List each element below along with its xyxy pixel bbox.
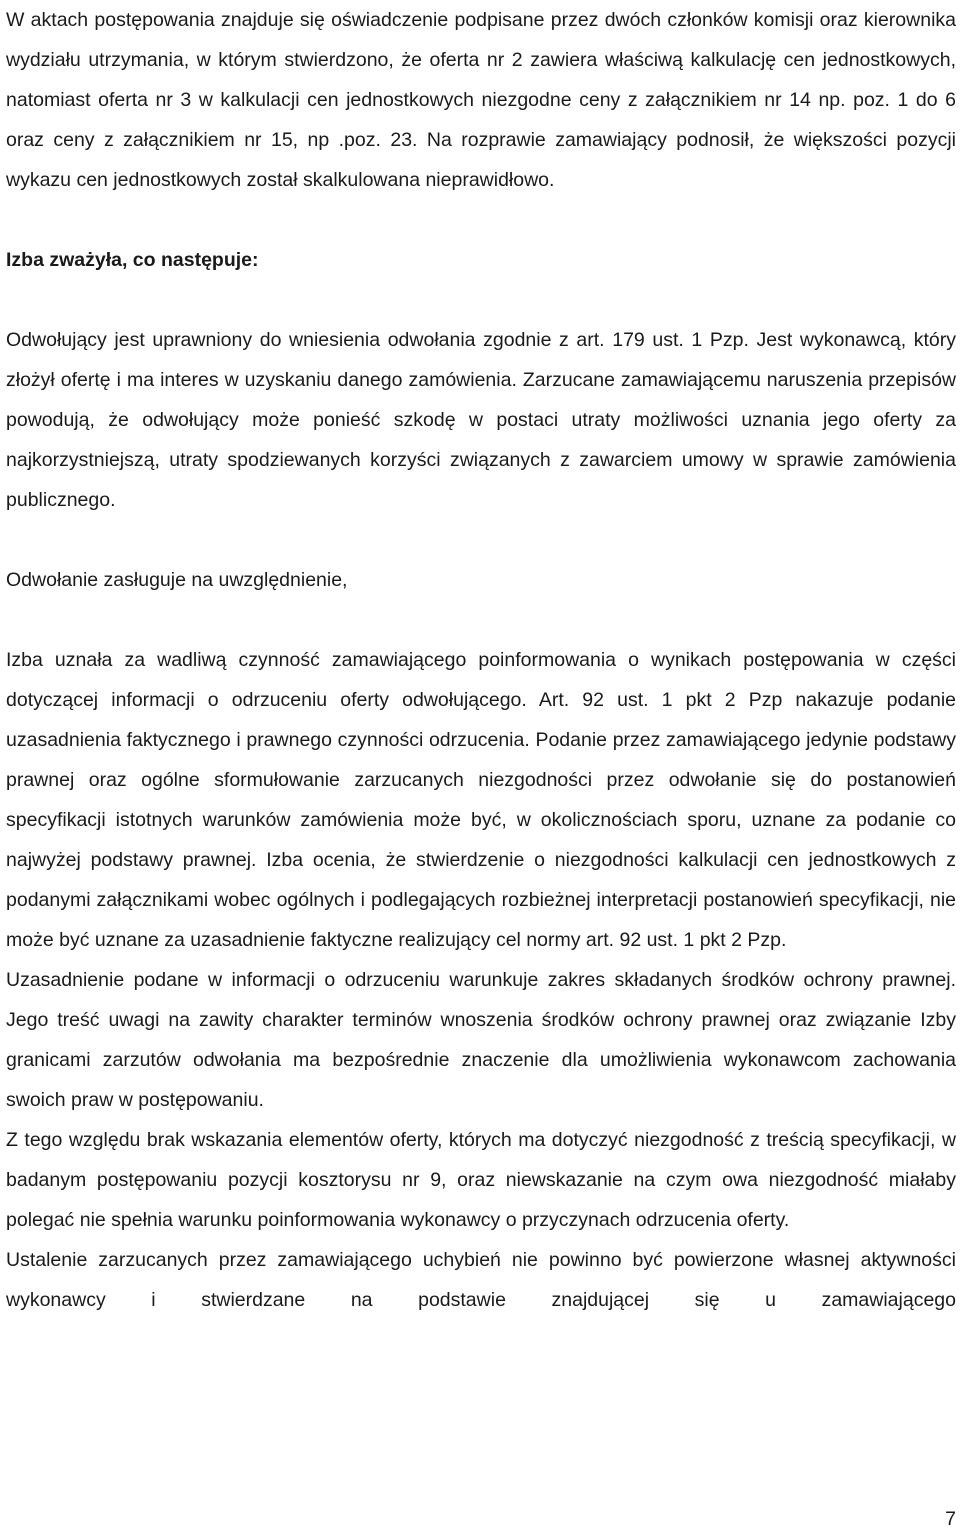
paragraph-standing: Odwołujący jest uprawniony do wniesienia odwołania zgodnie z art. 179 ust. 1 Pzp. Jest wykonawcą, który złożył ofertę i ma interes w uzyskaniu danego zamówienia. Zarzucane zamawiającemu naruszenia przepisów powodują, że odwołujący może ponieść szkodę w postaci utraty możliwości uznania jego oferty za najkorzystniejszą, utraty spodziewanych korzyści związanych z zawarciem umowy w sprawie zamówienia publicznego.: [6, 329, 956, 511]
paragraph-defective-notice: Izba uznała za wadliwą czynność zamawiającego poinformowania o wynikach postępowania w części dotyczącej informacji o odrzuceniu oferty odwołującego. Art. 92 ust. 1 pkt 2 Pzp nakazuje podanie uzasadnienia faktycznego i prawnego czynności odrzucenia. Podanie przez zamawiającego jedynie podstawy prawnej oraz ogólne sformułowanie zarzucanych niezgodności przez odwołanie się do postanowień specyfikacji istotnych warunków zamówienia może być, w okolicznościach sporu, uznane za podanie co najwyżej podstawy prawnej. Izba ocenia, że stwierdzenie o niezgodności kalkulacji cen jednostkowych z podanymi załącznikami wobec ogólnych i podlegających rozbieżnej interpretacji postanowień specyfikacji, nie może być uznane za uzasadnienie faktyczne realizujący cel normy art. 92 ust. 1 pkt 2 Pzp.: [6, 649, 956, 951]
paragraph-justification-scope: Uzasadnienie podane w informacji o odrzuceniu warunkuje zakres składanych środków ochrony prawnej. Jego treść uwagi na zawity charakter terminów wnoszenia środków ochrony prawnej oraz związanie Izby granicami zarzutów odwołania ma bezpośrednie znaczenie dla umożliwienia wykonawcom zachowania swoich praw w postępowaniu.: [6, 969, 956, 1111]
paragraph-determination: Ustalenie zarzucanych przez zamawiającego uchybień nie powinno być powierzone własnej aktywności wykonawcy i stwierdzane na podstawie znajdującej się u zamawiającego: [6, 1249, 956, 1311]
paragraph-appeal-upheld: Odwołanie zasługuje na uwzględnienie,: [6, 569, 348, 591]
paragraph-missing-elements: Z tego względu brak wskazania elementów oferty, których ma dotyczyć niezgodność z treścią specyfikacji, w badanym postępowaniu pozycji kosztorysu nr 9, oraz niewskazanie na czym owa niezgodność miałaby polegać nie spełnia warunku poinformowania wykonawcy o przyczynach odrzucenia oferty.: [6, 1129, 956, 1231]
section-heading: Izba zważyła, co następuje:: [6, 249, 259, 271]
page-number: 7: [945, 1508, 956, 1530]
paragraph-komisja-statement: W aktach postępowania znajduje się oświadczenie podpisane przez dwóch członków komisji oraz kierownika wydziału utrzymania, w którym stwierdzono, że oferta nr 2 zawiera właściwą kalkulację cen jednostkowych, natomiast oferta nr 3 w kalkulacji cen jednostkowych niezgodne ceny z załącznikiem nr 14 np. poz. 1 do 6 oraz ceny z załącznikiem nr 15, np .poz. 23. Na rozprawie zamawiający podnosił, że większości pozycji wykazu cen jednostkowych został skalkulowana nieprawidłowo.: [6, 9, 956, 191]
document-page: [6, 0, 956, 1320]
